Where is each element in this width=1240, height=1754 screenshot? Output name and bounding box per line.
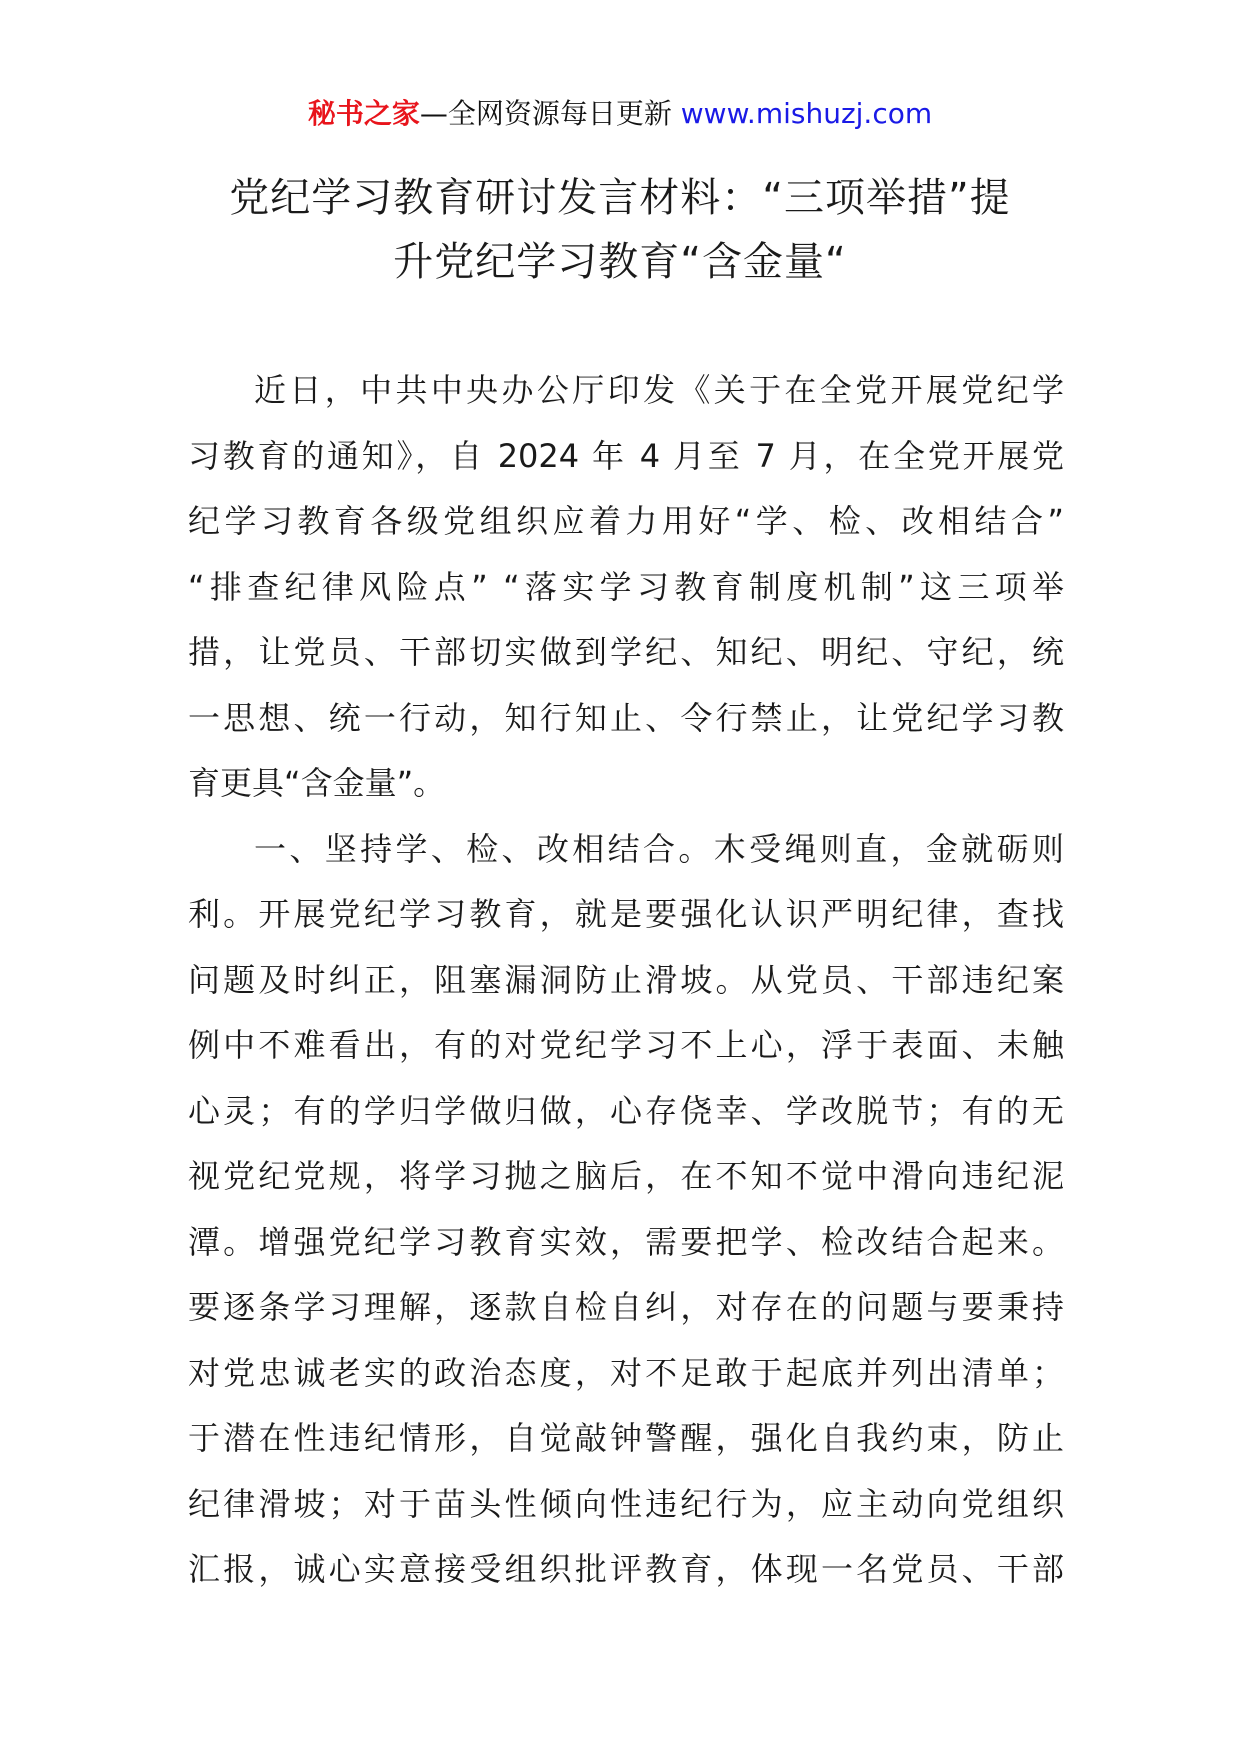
text-line: 近日，中共中央办公厅印发《关于在全党开展党纪学 [254, 371, 1064, 409]
text-line: 例中不难看出，有的对党纪学习不上心，浮于表面、未触 [188, 1026, 1064, 1064]
brand-name: 秘书之家 [307, 97, 420, 130]
text-line: 对党忠诚老实的政治态度，对不足敢于起底并列出清单； [188, 1353, 1064, 1392]
site-url-link[interactable]: www.mishuzj.com [680, 97, 933, 130]
text-line: 要逐条学习理解，逐款自检自纠，对存在的问题与要秉持 [188, 1288, 1064, 1326]
site-header [0, 94, 1240, 134]
paragraph-section-one [188, 817, 1064, 1603]
text-line: 问题及时纠正，阻塞漏洞防止滑坡。从党员、干部违纪案 [188, 960, 1064, 999]
text-line: 心灵；有的学归学做归做，心存侥幸、学改脱节；有的无 [188, 1091, 1064, 1130]
text-line: 纪律滑坡；对于苗头性倾向性违纪行为，应主动向党组织 [188, 1484, 1064, 1523]
text-line: 措，让党员、干部切实做到学纪、知纪、明纪、守纪，统 [188, 633, 1064, 671]
title-line: 升党纪学习教育“含金量“ [393, 239, 847, 285]
paragraph-intro [188, 358, 1064, 817]
text-line: “排查纪律风险点” “落实学习教育制度机制”这三项举 [188, 567, 1064, 606]
document-body [188, 358, 1064, 1603]
text-line: 潭。增强党纪学习教育实效，需要把学、检改结合起来。 [188, 1222, 1064, 1261]
text-line: 视党纪党规，将学习抛之脑后，在不知不觉中滑向违纪泥 [188, 1157, 1064, 1195]
document-title [200, 166, 1040, 294]
text-line: 汇报，诚心实意接受组织批评教育，体现一名党员、干部 [188, 1550, 1064, 1588]
text-line: 于潜在性违纪情形，自觉敲钟警醒，强化自我约束，防止 [188, 1419, 1064, 1457]
text-line: 纪学习教育各级党组织应着力用好“学、检、改相结合” [188, 502, 1064, 540]
text-line: 习教育的通知》，自 2024 年 4 月至 7 月，在全党开展党 [188, 436, 1064, 475]
text-line: 育更具“含金量”。 [188, 764, 446, 802]
text-line: 一思想、统一行动，知行知止、令行禁止，让党纪学习教 [188, 698, 1064, 737]
title-line: 党纪学习教育研讨发言材料：“三项举措”提 [229, 175, 1011, 221]
header-tagline: —全网资源每日更新 [419, 97, 681, 130]
text-line: 利。开展党纪学习教育，就是要强化认识严明纪律，查找 [188, 895, 1064, 933]
text-line: 一、坚持学、检、改相结合。木受绳则直，金就砺则 [254, 829, 1064, 868]
